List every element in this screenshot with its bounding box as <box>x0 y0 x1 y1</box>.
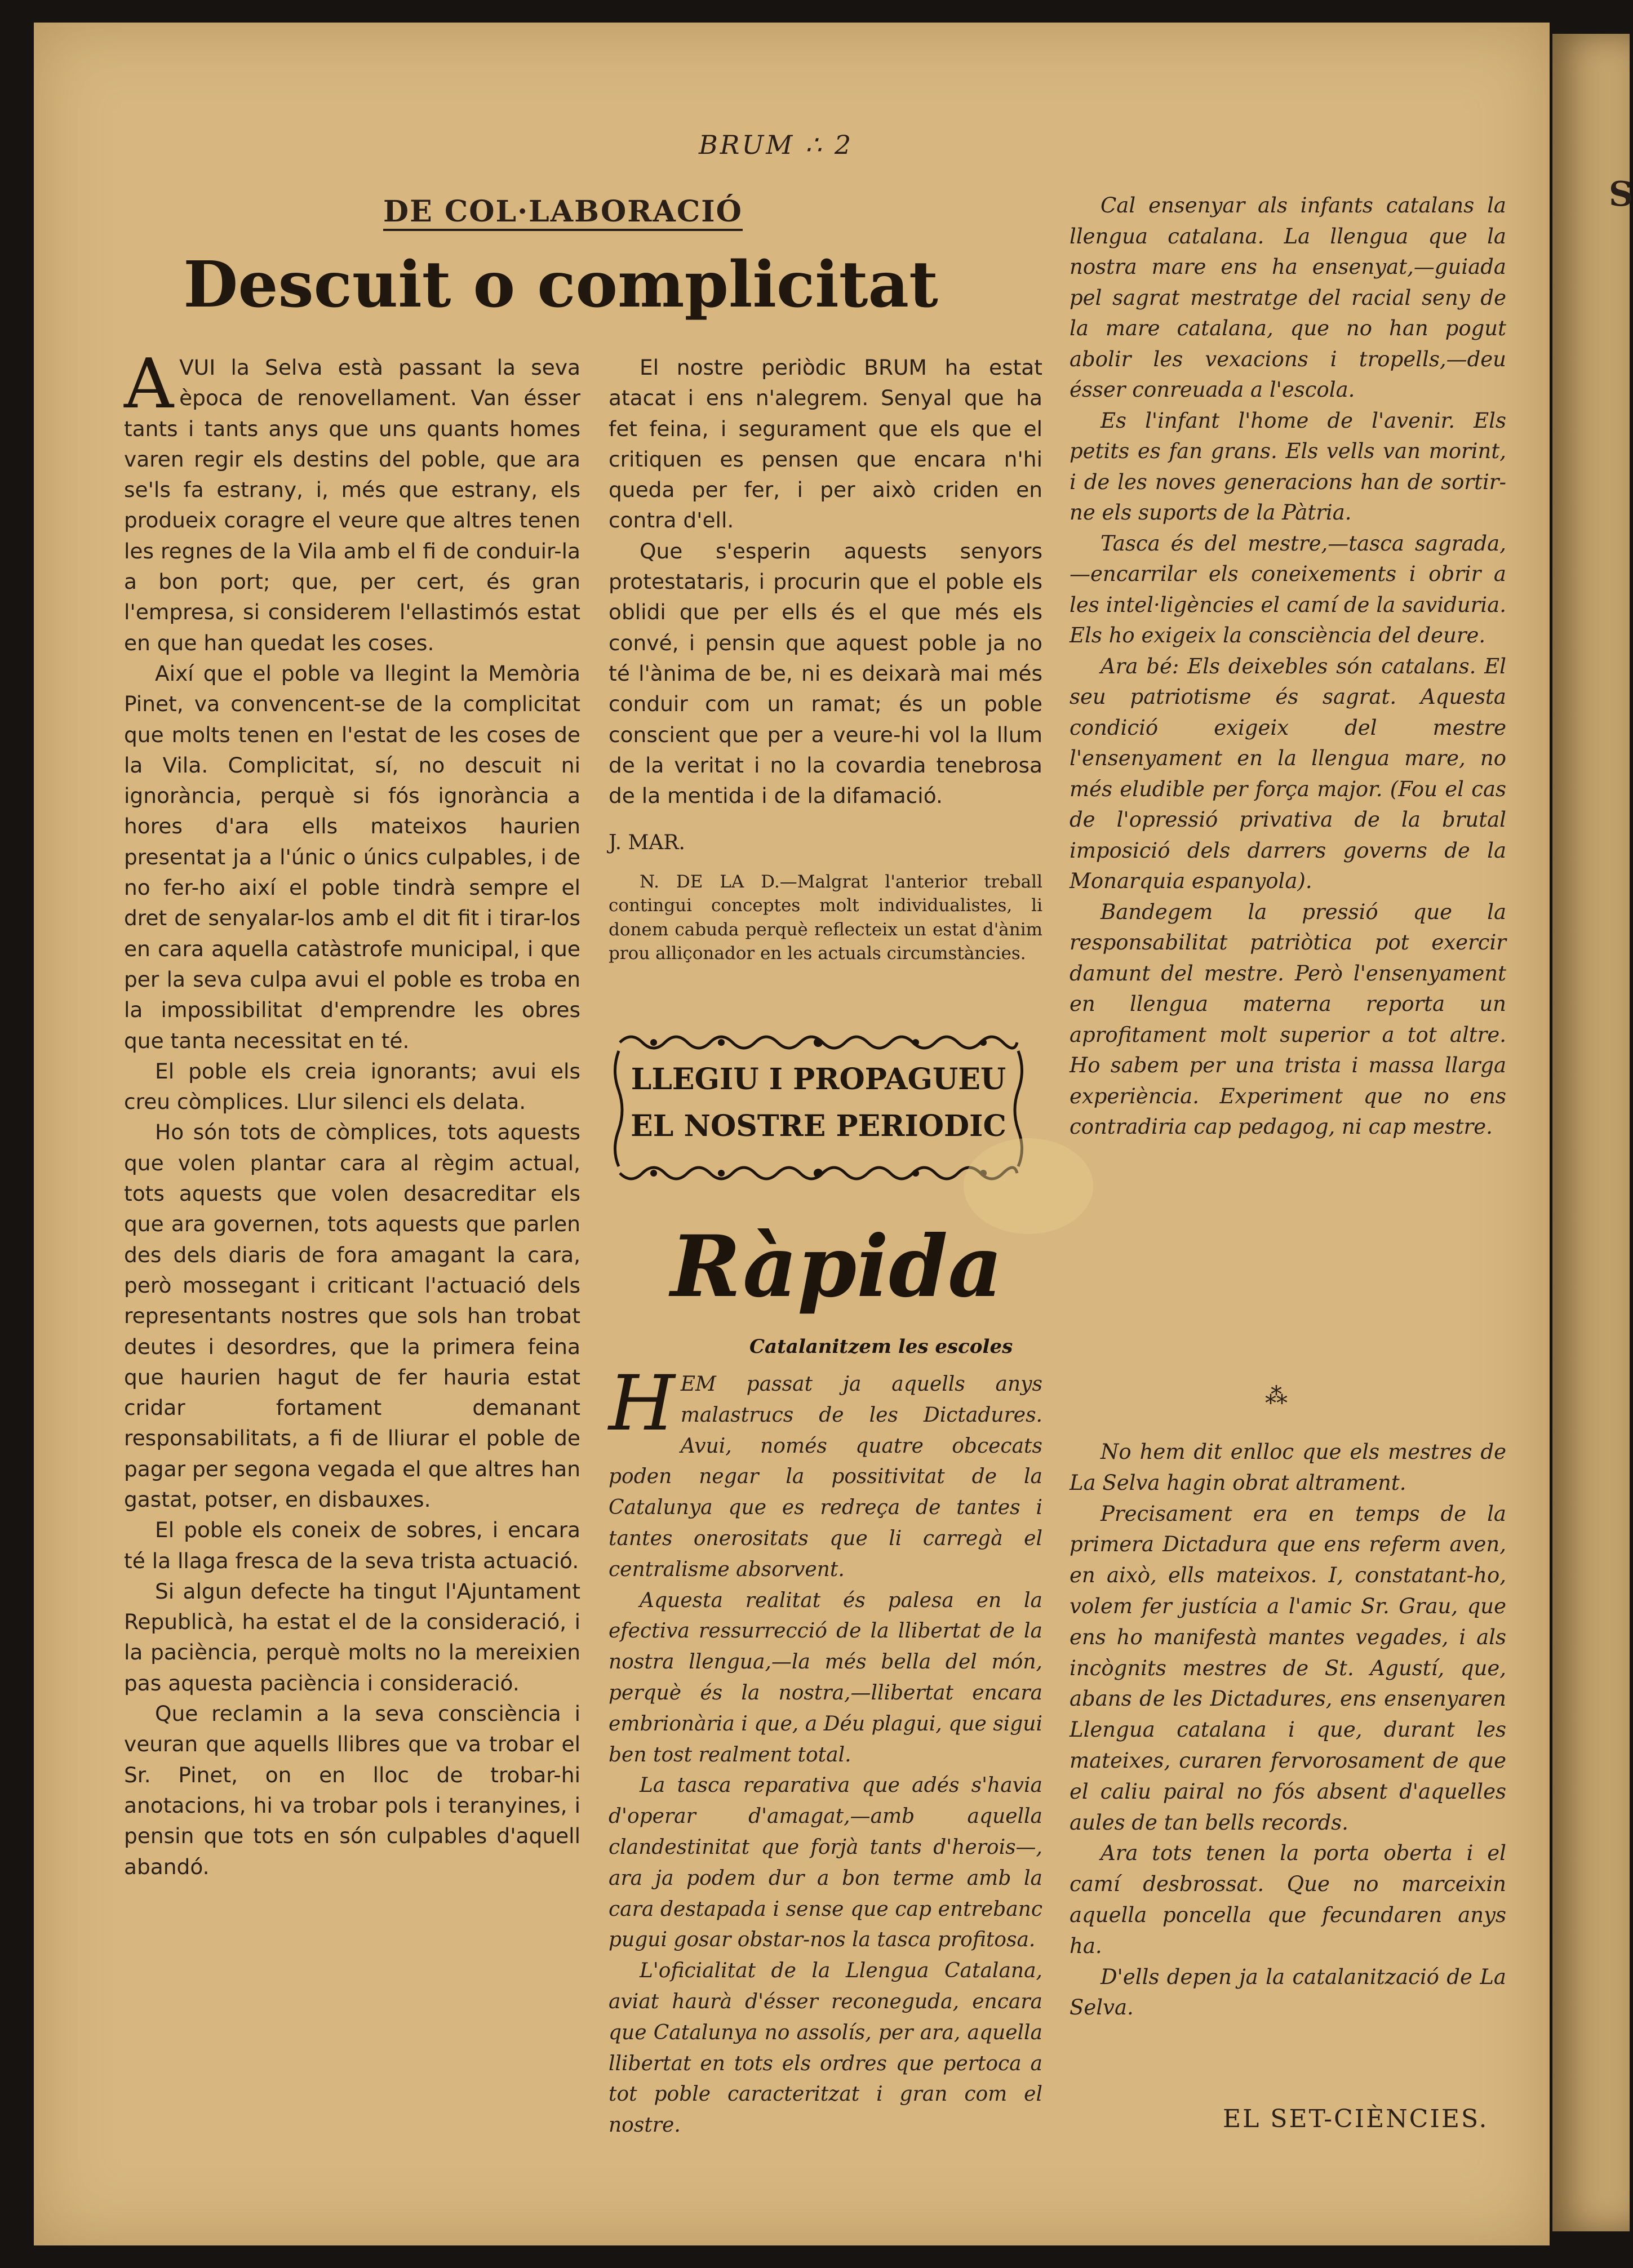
article2-paragraph-3: La tasca reparativa que adés s'havia d'operar d'amagat,—amb aquella clandestinitat que forjà tants d'herois—, ara ja podem dur a bon terme amb la cara destapada i sense que cap entrebanc pugui gosar obstar-nos la tasca profitosa. <box>609 1774 1042 1952</box>
article2-paragraph-2: Aquesta realitat és palesa en la efectiva ressurrecció de la llibertat de la nostra llengua,—la més bella del món, perquè és la nostra,—llibertat encara embrionària i que, a Déu plagui, que sigui ben tost realment total. <box>609 1588 1042 1767</box>
article2-subtitle: Catalanitzem les escoles <box>749 1335 1013 1358</box>
article2-paragraph-5: Cal ensenyar als infants catalans la llengua catalana. La llengua que la nostra mare ens ha ensenyat,—guiada pel sagrat mestratge del racial seny de la mare catalana, que no han pogut abolir les vexacions i tropells,—deu ésser conreuada a l'escola. <box>1070 193 1506 402</box>
article1-paragraph-1: AVUI la Selva està passant la seva època de renovellament. Van ésser tants i tants anys que uns quants homes varen regir els destins del poble, que ara se'ls fa estrany, i, més que estrany, els produeix coragre el veure que altres tenen les regnes de la Vila amb el fi de conduir-la a bon port; que, per cert, és gran l'empresa, si considerem l'ellastimós estat en que han quedat les coses. <box>124 344 580 655</box>
section-separator: ⁂ <box>1265 1383 1288 1409</box>
article2-paragraph-12: Ara tots tenen la porta oberta i el camí desbrossat. Que no marceixin aquella poncella que fecundaren anys ha. <box>1070 1841 1506 1958</box>
article1-signature: J. MAR. <box>609 831 685 855</box>
article1-paragraph-3: El poble els creia ignorants; avui els creu còmplices. Llur silenci els delata. <box>124 1058 580 1115</box>
promo-box <box>609 1026 1028 1189</box>
article1-column-2 <box>609 352 1042 966</box>
article1-column-1 <box>124 344 580 1882</box>
newspaper-page <box>34 23 1550 2245</box>
article1-paragraph-6: Si algun defecte ha tingut l'Ajuntament Republicà, ha estat el de la consideració, i la paciència, perquè molts no la mereixien pas aquesta paciència i consideració. <box>124 1578 580 1696</box>
article2-paragraph-13: D'ells depen ja la catalanització de La Selva. <box>1070 1964 1506 2020</box>
promo-line-1: LLEGIU I PROPAGUEU <box>631 1062 1006 1097</box>
article2-signature: EL SET-CIÈNCIES. <box>1223 2105 1489 2133</box>
article2-paragraph-1: HEM passat ja aquells anys malastrucs de les Dictadures. Avui, només quatre obcecats poden negar la possitivitat de la Catalunya que es redreça de tantes i tantes onerositats que li carregà el centralisme absorvent. <box>609 1359 1042 1581</box>
editor-note: N. DE LA D.—Malgrat l'anterior treball contingui conceptes molt individualistes, li donem cabuda perquè reflecteix un estat d'ànim prou alliçonador en les actuals circumstàncies. <box>609 871 1042 964</box>
article2-column-3 <box>1070 190 1506 1143</box>
ornamental-border-icon <box>609 1026 1028 1189</box>
article1-paragraph-4: Ho són tots de còmplices, tots aquests que volen plantar cara al règim actual, tots aquests que volen desacreditar els que ara governen, tots aquests que parlen des dels diaris de fora amagant la cara, però mossegant i criticant l'actuació dels representants nostres que sols han trobat deutes i desordres, que la primera feina que haurien hagut de fer hauria estat cridar fortament demanant responsabilitats, a fi de lliurar el poble de pagar per segona vegada el que altres han gastat, potser, en disbauxes. <box>124 1120 580 1512</box>
article2-paragraph-4: L'oficialitat de la Llengua Catalana, aviat haurà d'ésser reconeguda, encara que Catalunya no assolís, per ara, aquella llibertat en tots els ordres que pertoca a tot poble caracteritzat i gran com el nostre. <box>609 1959 1042 2137</box>
article1-paragraph-5: El poble els coneix de sobres, i encara té la llaga fresca de la seva trista actuació. <box>124 1517 580 1573</box>
article2-paragraph-8: Ara bé: Els deixebles són catalans. El seu patriotisme és sagrat. Aquesta condició exigeix del mestre l'ensenyament en la llengua mare, no més eludible per força major. (Fou el cas de l'opressió privativa de la brutal imposició dels darrers governs de la Monarquia espanyola). <box>1070 654 1506 893</box>
section-label: DE COL·LABORACIÓ <box>383 194 743 231</box>
article2-paragraph-11: Precisament era en temps de la primera Dictadura que ens referm aven, en això, ells mateixos. I, constatant-ho, volem fer justícia a l'amic Sr. Grau, que ens ho manifestà mantes vegades, i als incògnits mestres de St. Agustí, que, abans de les Dictadures, ens ensenyaren Llengua catalana i que, durant les mateixes, curaren fervorosament de que el caliu pairal no fós absent d'aquelles aules de tan bells records. <box>1070 1501 1506 1835</box>
article2-column-2 <box>609 1359 1042 2141</box>
article2-paragraph-10: No hem dit enlloc que els mestres de La Selva hagin obrat altrament. <box>1070 1440 1506 1495</box>
dropcap-h: H <box>609 1359 675 1448</box>
article-title: Descuit o complicitat <box>183 248 938 322</box>
article2-paragraph-9: Bandegem la pressió que la responsabilitat patriòtica pot exercir damunt del mestre. Però l'ensenyament en llengua materna reporta un aprofitament molt superior a tot altre. Ho sabem per una trista i massa llarga experiència. Experiment que no ens contradiria cap pedagog, ni cap mestre. <box>1070 899 1506 1139</box>
article1-paragraph-8: El nostre periòdic BRUM ha estat atacat i ens n'alegrem. Senyal que ha fet feina, i segurament que els que el critiquen es pensen que encara n'hi queda per fer, i per això criden en contra d'ell. <box>609 355 1042 533</box>
article2-paragraph-6: Es l'infant l'home de l'avenir. Els petits es fan grans. Els vells van morint, i de les noves generacions han de sortir-ne els suports de la Pàtria. <box>1070 408 1506 525</box>
dropcap: A <box>124 344 174 424</box>
article2-title: Ràpida <box>671 1217 1003 1316</box>
article1-paragraph-7: Que reclamin a la seva consciència i veuran que aquells llibres que va trobar el Sr. Pinet, on en lloc de trobar-hi anotacions, hi va trobar pols i teranyines, i pensin que tots en són culpables d'aquell abandó. <box>124 1701 580 1879</box>
article1-paragraph-9: Que s'esperin aquests senyors protestataris, i procurin que el poble els oblidi que per ells és el que més els convé, i pensin que aquest poble ja no té l'ànima de be, ni es deixarà mai més conduir com un ramat; és un poble conscient que per a veure-hi vol la llum de la veritat i no la covardia tenebrosa de la mentida i de la difamació. <box>609 538 1042 809</box>
page-header: BRUM ∴ 2 <box>699 130 854 160</box>
article2-column-3-bottom <box>1070 1437 1506 2023</box>
promo-line-2: EL NOSTRE PERIODIC <box>631 1109 1006 1143</box>
article1-paragraph-2: Així que el poble va llegint la Memòria Pinet, va convencent-se de la complicitat que molts tenen en l'estat de les coses de la Vila. Complicitat, sí, no descuit ni ignorància, perquè si fós ignorància a hores d'ara ells mateixos haurien presentat ja a l'únic o únics culpables, i de no fer-ho així el poble tindrà sempre el dret de senyalar-los amb el dit fit i tirar-los en cara aquella catàstrofe municipal, i que per la seva culpa avui el poble es troba en la impossibilitat d'emprendre les obres que tanta necessitat en té. <box>124 660 580 1053</box>
facing-page-edge <box>1552 34 1633 2231</box>
article2-paragraph-7: Tasca és del mestre,—tasca sagrada,—encarrilar els coneixements i obrir a les intel·ligències el camí de la saviduria. Els ho exigeix la consciència del deure. <box>1070 531 1506 647</box>
facing-page-letter: S <box>1609 175 1633 214</box>
